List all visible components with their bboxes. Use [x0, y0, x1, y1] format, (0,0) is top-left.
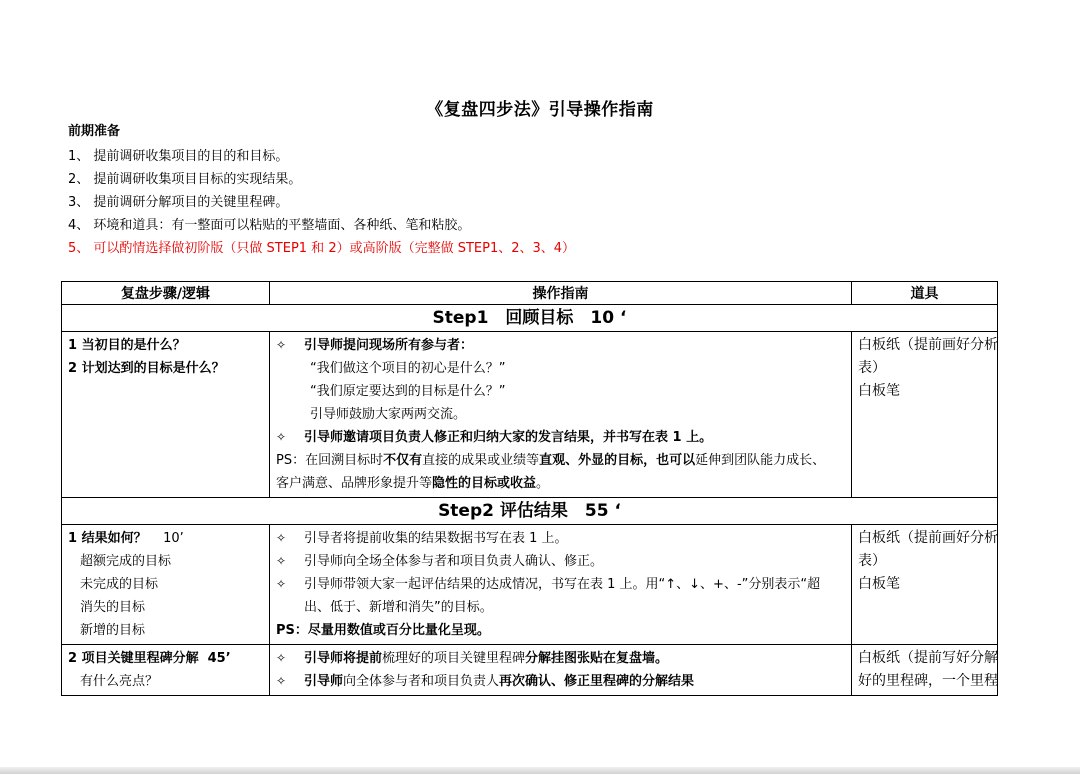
- tool-item: 白板纸（提前画好分析: [858, 530, 998, 546]
- step2-title-row: [62, 498, 998, 525]
- prep-section: [68, 124, 575, 261]
- guide-table: [61, 281, 998, 696]
- header-steps: 复盘步骤/逻辑: [62, 282, 270, 305]
- step2-ps: PS：尽量用数值或百分比量化呈现。: [276, 623, 490, 638]
- prep-item-highlight: 5、 可以酌情选择做初阶版（只做 STEP1 和 2）或高阶版（完整做 STEP1、2、3、4）: [68, 241, 576, 256]
- step2-tools-cell: [852, 525, 998, 645]
- bullet-icon: ✧: [276, 430, 287, 444]
- step1-row: [62, 332, 998, 498]
- bullet-icon: ✧: [276, 651, 287, 665]
- prep-heading: 前期准备: [68, 124, 121, 139]
- step1-logic-item: 1 当初目的是什么？: [68, 338, 186, 353]
- prep-item: 1、 提前调研收集项目的目的和目标。: [68, 149, 289, 164]
- step1-guide-bullet: ✧ 引导师提问现场所有参与者：: [276, 334, 845, 357]
- step2-logic-head: 1 结果如何？ 10’: [68, 531, 184, 546]
- step1-ps-cont: 客户满意、品牌形象提升等隐性的目标或收益。: [276, 476, 550, 491]
- header-guide: 操作指南: [270, 282, 852, 305]
- step2-logic-item: 新增的目标: [80, 623, 146, 638]
- step1-question: “我们做这个项目的初心是什么？”: [310, 361, 506, 376]
- tool-item: 白板笔: [858, 383, 900, 399]
- bullet-icon: ✧: [276, 531, 287, 545]
- step2-logic-item: 消失的目标: [80, 600, 146, 615]
- step2-logic-item: 超额完成的目标: [80, 554, 172, 569]
- step2b-logic-item: 有什么亮点？: [80, 674, 159, 689]
- step2-logic-cell: [62, 525, 270, 645]
- document-title: 《复盘四步法》引导操作指南: [426, 100, 654, 120]
- step2b-logic-cell: [62, 645, 270, 696]
- step1-guide-cell: [270, 332, 852, 498]
- step2b-guide-bullet: ✧ 引导师将提前梳理好的项目关键里程碑分解挂图张贴在复盘墙。: [276, 647, 845, 670]
- step2-guide-cell: [270, 525, 852, 645]
- step1-guide-bullet: ✧ 引导师邀请项目负责人修正和归纳大家的发言结果，并书写在表 1 上。: [276, 426, 845, 449]
- step2-guide-bullet: ✧ 引导者将提前收集的结果数据书写在表 1 上。: [276, 527, 845, 550]
- step2b-row: [62, 645, 998, 696]
- table-header-row: [62, 282, 998, 305]
- step2b-tools-cell: [852, 645, 998, 696]
- step2-guide-bullet: ✧ 引导师带领大家一起评估结果的达成情况，书写在表 1 上。用“↑、↓、+、-”分别表示“超: [276, 573, 845, 596]
- step2b-guide-cell: [270, 645, 852, 696]
- prep-item: 3、 提前调研分解项目的关键里程碑。: [68, 195, 289, 210]
- step1-note: 引导师鼓励大家两两交流。: [310, 407, 467, 422]
- bullet-icon: ✧: [276, 338, 287, 352]
- step1-question: “我们原定要达到的目标是什么？”: [310, 384, 506, 399]
- tool-item: 白板笔: [858, 576, 900, 592]
- step1-ps: PS：在回溯目标时不仅有直接的成果或业绩等直观、外显的目标，也可以延伸到团队能力成长、: [276, 453, 826, 468]
- tool-item: 白板纸（提前画好分析: [858, 337, 998, 353]
- bullet-icon: ✧: [276, 674, 287, 688]
- step2b-logic-head: 2 项目关键里程碑分解 45’: [68, 651, 231, 666]
- step1-title: Step1 回顾目标 10 ‘: [62, 305, 998, 332]
- header-tools: 道具: [852, 282, 998, 305]
- step1-title-row: [62, 305, 998, 332]
- tool-item: 白板纸（提前写好分解: [858, 650, 998, 666]
- bullet-icon: ✧: [276, 554, 287, 568]
- step2-logic-item: 未完成的目标: [80, 577, 159, 592]
- prep-item: 2、 提前调研收集项目目标的实现结果。: [68, 172, 302, 187]
- tool-item: 好的里程碑，一个里程: [858, 673, 998, 689]
- bullet-icon: ✧: [276, 577, 287, 591]
- step2-guide-cont: 出、低于、新增和消失”的目标。: [304, 600, 493, 615]
- tool-item: 表）: [858, 360, 886, 376]
- step1-logic-cell: [62, 332, 270, 498]
- prep-item: 4、 环境和道具：有一整面可以粘贴的平整墙面、各种纸、笔和粘胶。: [68, 218, 471, 233]
- step2-title: Step2 评估结果 55 ‘: [62, 498, 998, 525]
- step1-tools-cell: [852, 332, 998, 498]
- step1-logic-item: 2 计划达到的目标是什么？: [68, 361, 225, 376]
- tool-item: 表）: [858, 553, 886, 569]
- step2-row: [62, 525, 998, 645]
- step2-guide-bullet: ✧ 引导师向全场全体参与者和项目负责人确认、修正。: [276, 550, 845, 573]
- step2b-guide-bullet: ✧ 引导师向全体参与者和项目负责人再次确认、修正里程碑的分解结果: [276, 670, 845, 693]
- page-bottom-edge: [0, 767, 1080, 774]
